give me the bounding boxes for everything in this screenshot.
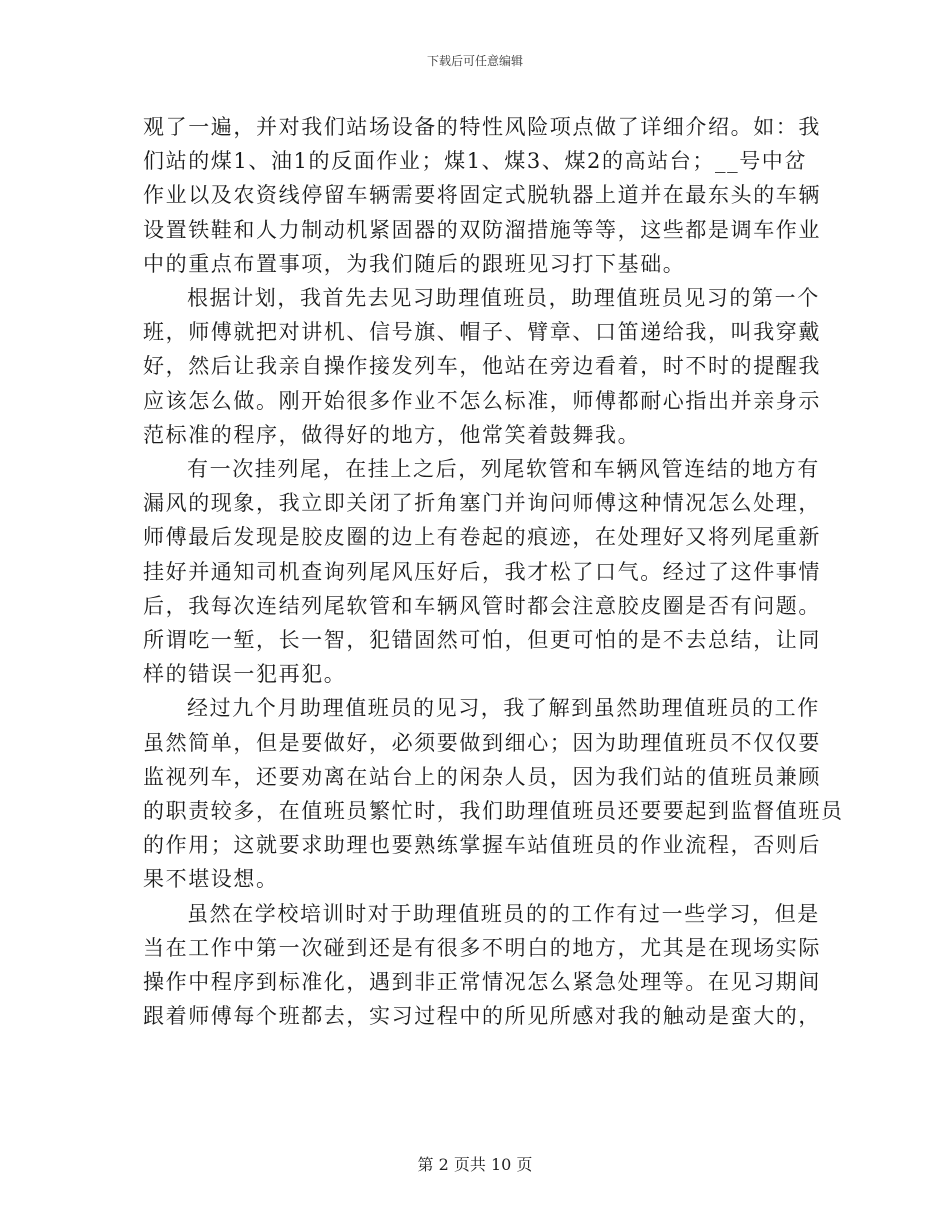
text-line: 班，师傅就把对讲机、信号旗、帽子、臂章、口笛递给我，叫我穿戴 <box>143 320 821 345</box>
text-line: 经过九个月助理值班员的见习，我了解到虽然助理值班员的工作 <box>187 696 820 721</box>
text-line: 应该怎么做。刚开始很多作业不怎么标准，师傅都耐心指出并亲身示 <box>143 388 821 413</box>
text-line: 所谓吃一堑，长一智，犯错固然可怕，但更可怕的是不去总结，让同 <box>143 628 821 653</box>
text-line: 根据计划，我首先去见习助理值班员，助理值班员见习的第一个 <box>187 286 820 311</box>
paragraph <box>143 691 844 896</box>
text-line: 漏风的现象，我立即关闭了折角塞门并询问师傅这种情况怎么处理， <box>143 491 821 516</box>
page-header: 下载后可任意编辑 <box>426 54 523 68</box>
text-line: 操作中程序到标准化，遇到非正常情况怎么紧急处理等。在见习期间 <box>143 970 821 995</box>
document-body <box>143 110 844 1033</box>
text-line: 师傅最后发现是胶皮圈的边上有卷起的痕迹，在处理好又将列尾重新 <box>143 525 821 550</box>
text-line: 跟着师傅每个班都去，实习过程中的所见所感对我的触动是蛮大的， <box>143 1004 821 1029</box>
text-line: 后，我每次连结列尾软管和车辆风管时都会注意胶皮圈是否有问题。 <box>143 593 821 618</box>
text-line: 挂好并通知司机查询列尾风压好后，我才松了口气。经过了这件事情 <box>143 559 821 584</box>
text-line: 好，然后让我亲自操作接发列车，他站在旁边看着，时不时的提醒我 <box>143 354 821 379</box>
text-line: 当在工作中第一次碰到还是有很多不明白的地方，尤其是在现场实际 <box>143 935 821 960</box>
text-line: 样的错误一犯再犯。 <box>143 662 347 687</box>
page-number: 第 2 页共 10 页 <box>417 1155 533 1174</box>
text-line: 的职责较多，在值班员繁忙时，我们助理值班员还要要起到监督值班员 <box>143 799 844 824</box>
text-line: 虽然简单，但是要做好，必须要做到细心；因为助理值班员不仅仅要 <box>143 730 821 755</box>
paragraph <box>143 281 821 452</box>
text-line: 果不堪设想。 <box>143 867 279 892</box>
text-line: 中的重点布置事项，为我们随后的跟班见习打下基础。 <box>143 251 686 276</box>
paragraph <box>143 897 821 1034</box>
text-line: 作业以及农资线停留车辆需要将固定式脱轨器上道并在最东头的车辆 <box>143 183 821 208</box>
text-line: 观了一遍，并对我们站场设备的特性风险项点做了详细介绍。如：我 <box>143 115 821 139</box>
text-line: 们站的煤1、油1的反面作业；煤1、煤3、煤2的高站台；__号中岔 <box>143 149 808 174</box>
text-line: 监视列车，还要劝离在站台上的闲杂人员，因为我们站的值班员兼顾 <box>143 764 821 789</box>
text-line: 虽然在学校培训时对于助理值班员的的工作有过一些学习，但是 <box>187 901 820 926</box>
text-line: 设置铁鞋和人力制动机紧固器的双防溜措施等等，这些都是调车作业 <box>143 217 821 242</box>
text-line: 的作用；这就要求助理也要熟练掌握车站值班员的作业流程，否则后 <box>143 833 821 858</box>
text-line: 范标准的程序，做得好的地方，他常笑着鼓舞我。 <box>143 422 641 447</box>
text-line: 有一次挂列尾，在挂上之后，列尾软管和车辆风管连结的地方有 <box>187 457 820 482</box>
paragraph <box>143 110 821 281</box>
paragraph <box>143 452 821 691</box>
